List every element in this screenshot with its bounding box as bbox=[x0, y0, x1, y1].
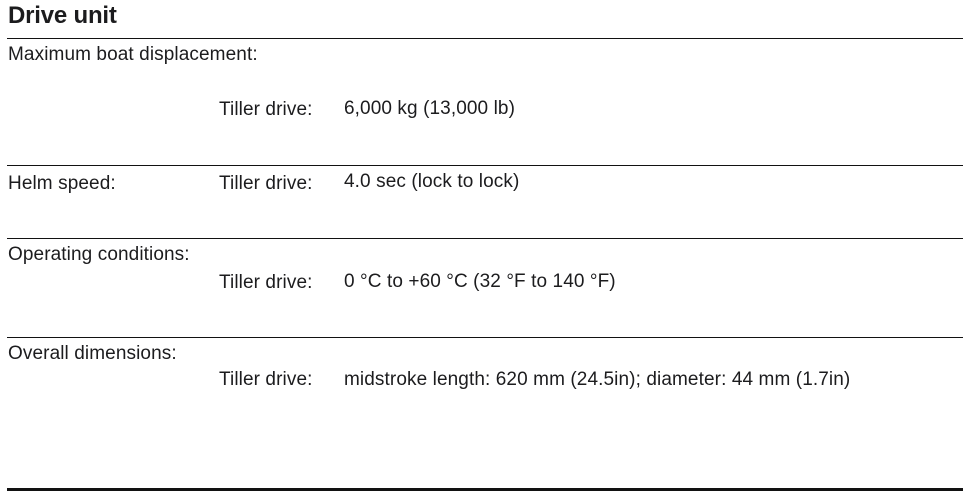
max-displacement-label: Maximum boat displacement: bbox=[8, 44, 258, 65]
helm-speed-value: 4.0 sec (lock to lock) bbox=[344, 171, 520, 192]
section-divider-2 bbox=[7, 238, 963, 239]
operating-conditions-drive-label: Tiller drive: bbox=[219, 272, 313, 293]
overall-dimensions-drive-label: Tiller drive: bbox=[219, 369, 313, 390]
section-divider-1 bbox=[7, 165, 963, 166]
overall-dimensions-value: midstroke length: 620 mm (24.5in); diameter: 44 mm (1.7in) bbox=[344, 369, 851, 390]
overall-dimensions-label: Overall dimensions: bbox=[8, 343, 177, 364]
page-title: Drive unit bbox=[8, 2, 117, 29]
max-displacement-drive-label: Tiller drive: bbox=[219, 99, 313, 120]
section-divider-3 bbox=[7, 337, 963, 338]
bottom-border-line bbox=[7, 488, 963, 491]
helm-speed-label: Helm speed: bbox=[8, 173, 116, 194]
helm-speed-drive-label: Tiller drive: bbox=[219, 173, 313, 194]
operating-conditions-label: Operating conditions: bbox=[8, 244, 190, 265]
operating-conditions-value: 0 °C to +60 °C (32 °F to 140 °F) bbox=[344, 271, 616, 292]
section-divider-title bbox=[7, 38, 963, 39]
max-displacement-value: 6,000 kg (13,000 lb) bbox=[344, 98, 516, 119]
